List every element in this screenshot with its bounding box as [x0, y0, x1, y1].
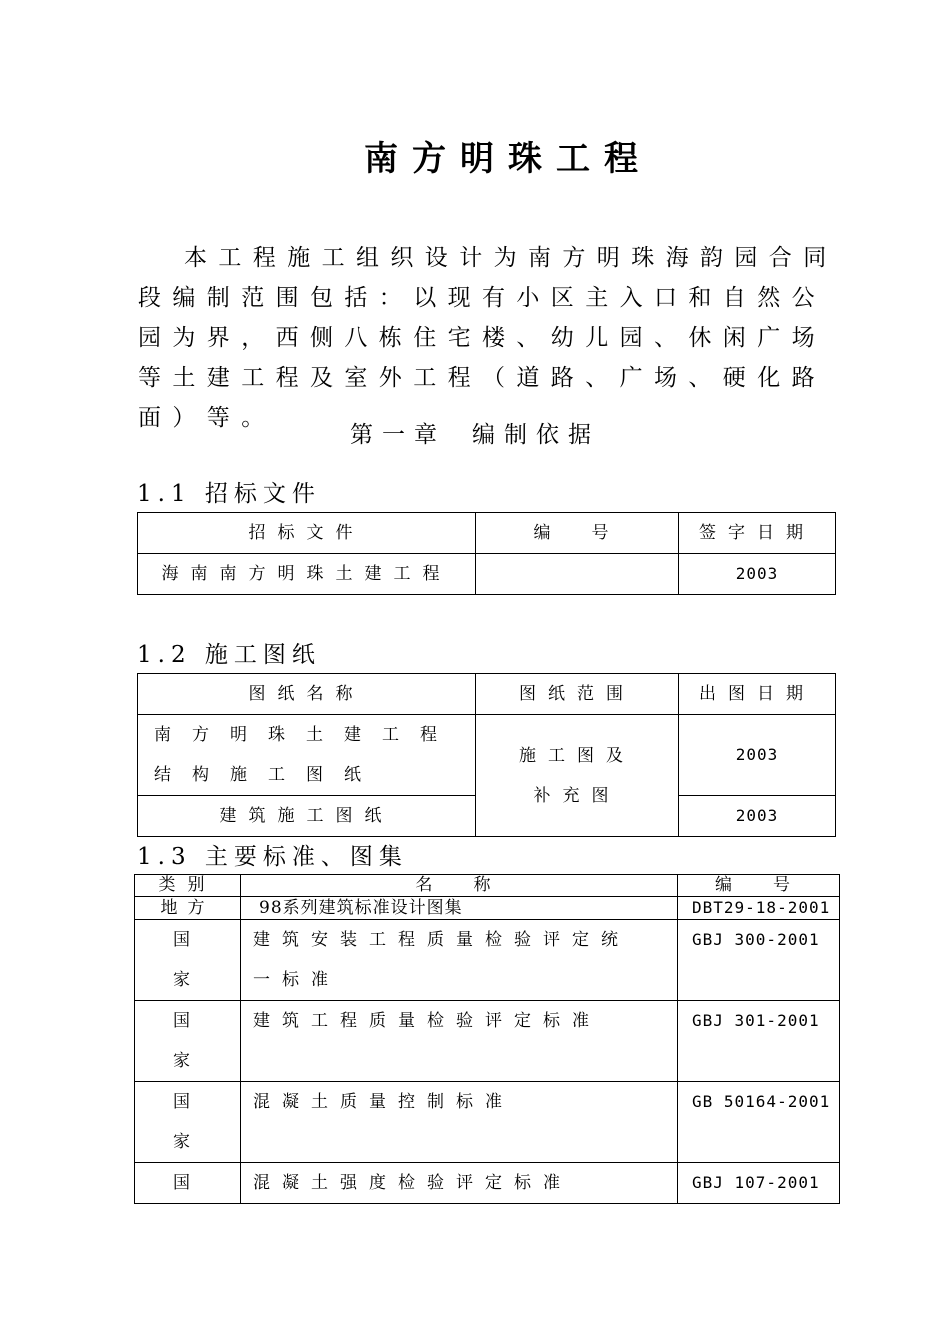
bid-documents-table — [137, 512, 836, 595]
construction-drawings-table — [137, 673, 836, 837]
issue-date-cell: 2003 — [679, 715, 836, 796]
table-row — [135, 1001, 840, 1082]
document-code-cell — [476, 554, 679, 595]
standard-name-cell: 建筑安装工程质量检验评定统一标准 — [241, 920, 678, 1001]
chapter-title: 编制依据 — [472, 422, 600, 448]
chapter-heading — [0, 418, 950, 452]
header-cell: 图纸范围 — [476, 674, 679, 715]
table-row — [138, 554, 836, 595]
standard-name-cell: 建筑工程质量检验评定标准 — [241, 1001, 678, 1082]
drawing-name-cell: 南方明珠土建工程结构施工图纸 — [138, 715, 476, 796]
header-cell: 编 号 — [678, 875, 840, 897]
intro-paragraph — [138, 238, 858, 438]
table-header-row — [138, 674, 836, 715]
table-header-row — [135, 875, 840, 897]
document-title: 南方明珠工程 — [364, 139, 652, 179]
category-cell: 地方 — [135, 897, 241, 920]
header-cell: 图纸名称 — [138, 674, 476, 715]
standard-code-cell: GBJ 107-2001 — [678, 1163, 840, 1204]
drawing-name-cell: 建筑施工图纸 — [138, 796, 476, 837]
header-cell: 类别 — [135, 875, 241, 897]
header-cell: 招标文件 — [138, 513, 476, 554]
standards-table — [134, 874, 840, 1204]
standard-name-cell: 混凝土强度检验评定标准 — [241, 1163, 678, 1204]
category-cell: 国家 — [135, 920, 241, 1001]
standard-name-cell: 混凝土质量控制标准 — [241, 1082, 678, 1163]
document-name-cell: 海南南方明珠土建工程 — [138, 554, 476, 595]
standard-name-cell: 98系列建筑标准设计图集 — [241, 897, 678, 920]
intro-text: 本工程施工组织设计为南方明珠海韵园合同段编制范围包括：以现有小区主入口和自然公园为界，西侧八栋住宅楼、幼儿园、休闲广场等土建工程及室外工程（道路、广场、硬化路面）等。 — [138, 245, 838, 431]
header-cell: 出图日期 — [679, 674, 836, 715]
table-row — [135, 920, 840, 1001]
table-row — [135, 897, 840, 920]
header-cell: 编 号 — [476, 513, 679, 554]
section-heading-bid-documents: 1.1 招标文件 — [137, 481, 321, 507]
section-heading-standards: 1.3 主要标准、图集 — [137, 844, 408, 870]
category-cell: 国家 — [135, 1082, 241, 1163]
table-row — [135, 1082, 840, 1163]
category-cell: 国家 — [135, 1001, 241, 1082]
standard-code-cell: GBJ 300-2001 — [678, 920, 840, 1001]
chapter-number: 第一章 — [350, 422, 446, 448]
table-row — [135, 1163, 840, 1204]
category-cell: 国 — [135, 1163, 241, 1204]
section-heading-drawings: 1.2 施工图纸 — [137, 642, 321, 668]
header-cell: 签字日期 — [679, 513, 836, 554]
table-row — [138, 715, 836, 796]
standard-code-cell: DBT29-18-2001 — [678, 897, 840, 920]
standard-code-cell: GB 50164-2001 — [678, 1082, 840, 1163]
header-cell: 名 称 — [241, 875, 678, 897]
sign-date-cell: 2003 — [679, 554, 836, 595]
table-header-row — [138, 513, 836, 554]
issue-date-cell: 2003 — [679, 796, 836, 837]
standard-code-cell: GBJ 301-2001 — [678, 1001, 840, 1082]
drawing-range-cell: 施工图及补充图 — [476, 715, 679, 837]
